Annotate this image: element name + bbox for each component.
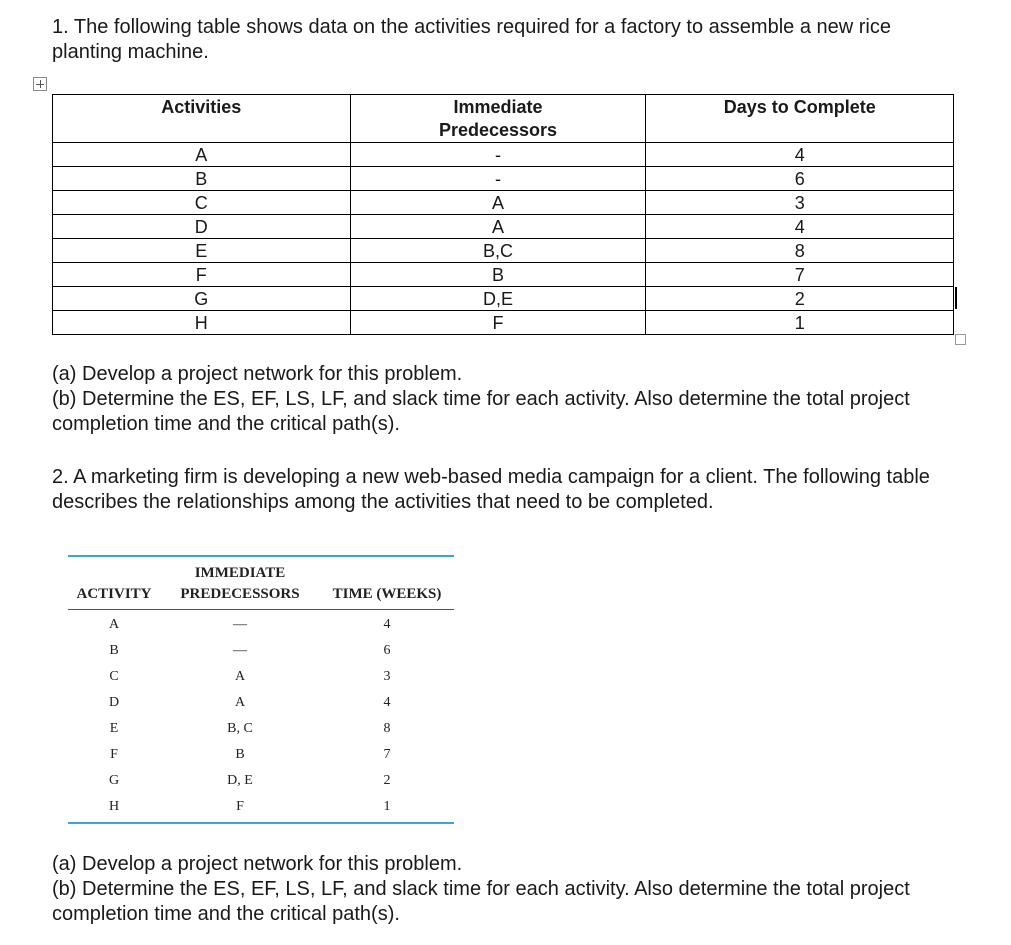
header-blank bbox=[68, 557, 160, 584]
time-cell: 8 bbox=[383, 721, 391, 736]
activity-cell: C bbox=[109, 669, 119, 684]
activity-cell: B bbox=[53, 167, 351, 191]
time-cell: 2 bbox=[383, 773, 391, 788]
activity-cell: E bbox=[53, 239, 351, 263]
question-1-part-b: (b) Determine the ES, EF, LS, LF, and slack time for each activity. Also determine the total project completion time and the critical path(s). bbox=[52, 388, 910, 435]
time-cell: 4 bbox=[383, 617, 391, 632]
activity-cell: G bbox=[53, 287, 351, 311]
header-activities: Activities bbox=[53, 95, 351, 143]
table-row bbox=[53, 263, 954, 287]
table-row bbox=[68, 742, 454, 768]
activity-cell: A bbox=[53, 143, 351, 167]
table-resize-handle-icon[interactable] bbox=[955, 334, 966, 345]
predecessor-cell: A bbox=[234, 695, 246, 710]
time-cell: 8 bbox=[646, 239, 954, 263]
time-cell: 2 bbox=[646, 287, 954, 311]
question-1-parts bbox=[52, 362, 952, 437]
time-cell: 6 bbox=[383, 643, 391, 658]
table-move-handle-icon[interactable] bbox=[33, 77, 47, 91]
predecessor-cell: A bbox=[350, 191, 646, 215]
header-days-to-complete: Days to Complete bbox=[646, 95, 954, 143]
time-cell: 4 bbox=[646, 215, 954, 239]
textbook-activity-table bbox=[68, 555, 454, 824]
predecessor-cell: — bbox=[233, 643, 247, 658]
time-cell: 4 bbox=[383, 695, 391, 710]
activity-cell: F bbox=[110, 747, 118, 762]
question-1-text: 1. The following table shows data on the activities required for a factory to assemble a new rice planting machine. bbox=[52, 16, 891, 63]
activity-cell: G bbox=[108, 773, 120, 788]
time-cell: 4 bbox=[646, 143, 954, 167]
predecessor-cell: - bbox=[350, 167, 646, 191]
header-time-weeks: TIME (WEEKS) bbox=[320, 584, 454, 610]
table-row bbox=[53, 167, 954, 191]
table-row bbox=[53, 191, 954, 215]
table-row bbox=[68, 610, 454, 639]
time-cell: 6 bbox=[646, 167, 954, 191]
table-row bbox=[68, 768, 454, 794]
table-row bbox=[53, 287, 954, 311]
predecessor-cell: B bbox=[235, 747, 245, 762]
predecessor-cell: A bbox=[350, 215, 646, 239]
header-immediate-predecessors: Immediate Predecessors bbox=[350, 95, 646, 143]
predecessor-cell: B, C bbox=[227, 721, 253, 736]
time-cell: 7 bbox=[646, 263, 954, 287]
text-cursor bbox=[955, 287, 957, 309]
header-activity: ACTIVITY bbox=[68, 584, 160, 610]
table-row bbox=[68, 664, 454, 690]
activity-cell: B bbox=[109, 643, 119, 658]
question-2-text: 2. A marketing firm is developing a new web-based media campaign for a client. The following table describes the relationships among the activities that need to be completed. bbox=[52, 466, 930, 513]
activity-cell: C bbox=[53, 191, 351, 215]
activity-cell: F bbox=[53, 263, 351, 287]
question-2-part-b: (b) Determine the ES, EF, LS, LF, and slack time for each activity. Also determine the total project completion time and the critical path(s). bbox=[52, 878, 910, 925]
predecessor-cell: D, E bbox=[227, 773, 253, 788]
activity-cell: E bbox=[109, 721, 119, 736]
table-row bbox=[53, 239, 954, 263]
table-header-row bbox=[53, 95, 954, 143]
table-row bbox=[53, 143, 954, 167]
header-blank-2 bbox=[320, 557, 454, 584]
header-predecessors: PREDECESSORS bbox=[160, 584, 320, 610]
table-row bbox=[53, 311, 954, 335]
activity-cell: D bbox=[53, 215, 351, 239]
predecessor-table bbox=[68, 557, 454, 820]
table-bottom-rule bbox=[68, 822, 454, 824]
activity-cell: H bbox=[53, 311, 351, 335]
table-row bbox=[68, 638, 454, 664]
predecessor-cell: B bbox=[350, 263, 646, 287]
predecessor-cell: D,E bbox=[350, 287, 646, 311]
activity-cell: D bbox=[108, 695, 120, 710]
time-cell: 1 bbox=[383, 799, 391, 814]
activity-cell: A bbox=[108, 617, 120, 632]
header-immediate: IMMEDIATE bbox=[194, 565, 286, 581]
predecessor-cell: B,C bbox=[350, 239, 646, 263]
activity-cell: H bbox=[108, 799, 120, 814]
table-row bbox=[68, 690, 454, 716]
predecessor-cell: F bbox=[236, 799, 244, 814]
time-cell: 1 bbox=[646, 311, 954, 335]
predecessor-cell: F bbox=[350, 311, 646, 335]
activities-table bbox=[52, 94, 954, 335]
time-cell: 3 bbox=[646, 191, 954, 215]
time-cell: 3 bbox=[383, 669, 391, 684]
question-1-part-a: (a) Develop a project network for this problem. bbox=[52, 363, 463, 385]
predecessor-cell: - bbox=[350, 143, 646, 167]
time-cell: 7 bbox=[383, 747, 391, 762]
question-2-part-a: (a) Develop a project network for this problem. bbox=[52, 853, 463, 875]
table-row bbox=[53, 215, 954, 239]
table-row bbox=[68, 794, 454, 820]
table-row bbox=[68, 716, 454, 742]
predecessor-cell: — bbox=[233, 617, 247, 632]
question-2-parts bbox=[52, 852, 952, 927]
predecessor-cell: A bbox=[234, 669, 246, 684]
